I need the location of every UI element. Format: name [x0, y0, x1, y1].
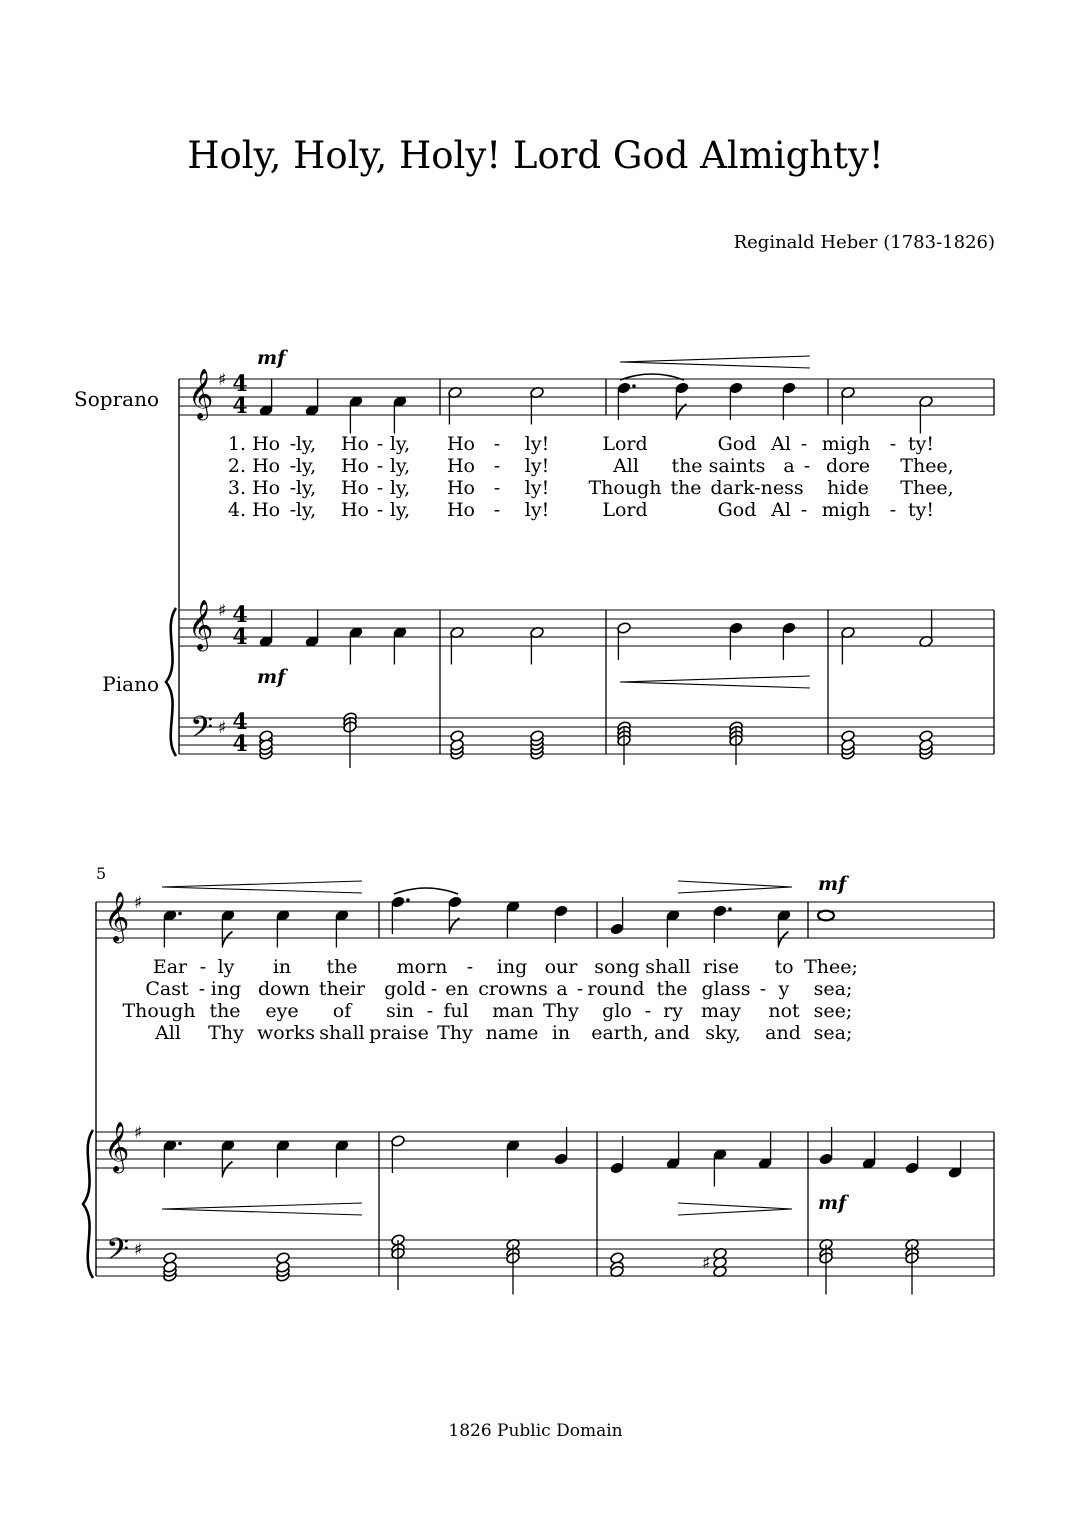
chord-notehead [163, 1252, 178, 1265]
lyric-syllable: down [257, 978, 311, 1000]
lyric-syllable: Ho [340, 477, 370, 499]
verse-1 [228, 433, 934, 455]
crescendo-hairpin [162, 881, 362, 893]
verse-4 [228, 499, 934, 521]
lyric-syllable: ty! [907, 433, 935, 455]
lyric-syllable: ly, [295, 477, 317, 499]
treble-clef: 𝄞 [188, 369, 214, 419]
treble-clef: 𝄞 [104, 892, 130, 942]
time-signatures [232, 371, 247, 757]
quarter-note [335, 1139, 350, 1177]
quarter-note [276, 1139, 291, 1177]
lyric-hyphen: - [759, 978, 767, 1000]
lyric-syllable: ly! [524, 477, 550, 499]
quarter-note [862, 1132, 877, 1170]
lyric-syllable: the [209, 1000, 241, 1022]
augmentation-dot [178, 1142, 182, 1146]
lyric-syllable: y [778, 978, 790, 1000]
lyrics-system-1 [228, 433, 954, 521]
quarter-note [782, 382, 797, 420]
lyric-hyphen: - [289, 477, 297, 499]
song-title: Holy, Holy, Holy! Lord God Almighty! [187, 134, 884, 177]
decrescendo-hairpin [678, 1203, 792, 1215]
dynamic-mf: mf [257, 347, 286, 369]
lyric-syllable: ly, [389, 455, 411, 477]
lyric-syllable: ly, [295, 499, 317, 521]
time-sig-bottom: 4 [232, 624, 248, 650]
verse-3 [123, 1000, 853, 1022]
lyric-hyphen: - [289, 455, 297, 477]
time-sig-top: 4 [232, 602, 248, 628]
lyric-syllable: a [556, 978, 568, 1000]
augmentation-dot [632, 384, 636, 388]
piano-brace [83, 1130, 93, 1278]
lyric-syllable: ly, [295, 433, 317, 455]
tie [394, 888, 458, 894]
bass-clef: 𝄢 [106, 1233, 130, 1274]
lyric-syllable: ing [210, 978, 242, 1000]
half-note [617, 622, 632, 660]
lyric-hyphen: - [800, 433, 808, 455]
composer-credit: Reginald Heber (1783-1826) [733, 232, 995, 253]
dynamic-mf: mf [818, 1192, 847, 1214]
time-sig-bottom: 4 [232, 393, 248, 419]
soprano-label: Soprano [74, 387, 159, 411]
verse-4 [154, 1022, 852, 1044]
lyric-syllable: All [613, 455, 639, 477]
lyric-syllable: man [492, 1000, 534, 1022]
key-signature-sharp: ♯ [134, 1240, 143, 1260]
lyric-syllable: en [445, 978, 469, 1000]
lyric-hyphen: - [376, 433, 384, 455]
bass-clef: 𝄢 [190, 711, 214, 752]
quarter-note [713, 1148, 728, 1186]
lyric-syllable: Thy [543, 1000, 579, 1022]
lyric-hyphen: - [889, 433, 897, 455]
verse-2 [145, 978, 852, 1000]
key-signature-sharp: ♯ [134, 893, 143, 913]
lyric-hyphen: - [289, 433, 297, 455]
lyric-syllable: works [256, 1022, 316, 1044]
lyric-hyphen: - [800, 499, 808, 521]
lyric-syllable: migh [821, 433, 871, 455]
lyric-syllable: shall [319, 1022, 365, 1044]
lyric-syllable: Though [122, 1000, 196, 1022]
lyric-syllable: Al [771, 499, 791, 521]
lyric-syllable: praise [369, 1022, 429, 1044]
lyric-syllable: Ho [340, 433, 370, 455]
quarter-note [610, 1136, 625, 1174]
quarter-note [905, 1136, 920, 1174]
half-note [841, 386, 856, 424]
lyric-syllable: ly, [389, 477, 411, 499]
lyric-syllable: Thee; [804, 956, 858, 978]
half-note [841, 626, 856, 664]
quarter-note [506, 1139, 521, 1177]
lyric-hyphen: - [466, 956, 474, 978]
key-signature-sharp: ♯ [218, 718, 227, 738]
lyric-syllable: ing [496, 956, 528, 978]
verse-2 [228, 455, 954, 477]
decrescendo-hairpin [678, 881, 792, 893]
dynamic-mf: mf [818, 873, 847, 895]
lyric-syllable: Lord [602, 499, 648, 521]
piano-label: Piano [102, 672, 159, 696]
quarter-note [666, 1132, 681, 1170]
lyric-syllable: ly! [524, 455, 550, 477]
whole-note [818, 911, 834, 921]
lyric-hyphen: - [376, 455, 384, 477]
lyric-syllable: ty! [907, 499, 935, 521]
quarter-note [610, 897, 625, 935]
lyric-syllable: song [594, 956, 640, 978]
lyric-syllable: in [551, 1022, 571, 1044]
lyric-syllable: Thy [208, 1022, 244, 1044]
half-note [391, 1135, 406, 1173]
copyright-footer: 1826 Public Domain [448, 1421, 623, 1441]
lyric-syllable: round [587, 978, 645, 1000]
lyric-syllable: the [670, 477, 702, 499]
quarter-note [335, 909, 350, 947]
lyric-syllable: our [544, 956, 578, 978]
treble-clef: 𝄞 [188, 600, 214, 650]
lyric-syllable: sea; [813, 978, 853, 1000]
augmentation-dot [728, 907, 732, 911]
lyric-syllable: Cast [145, 978, 189, 1000]
lyric-syllable: morn [396, 956, 448, 978]
lyric-syllable: migh [821, 499, 871, 521]
lyric-hyphen: - [576, 978, 584, 1000]
lyric-syllable: name [485, 1022, 539, 1044]
crescendo-hairpin [162, 1203, 362, 1215]
chord-notehead [450, 730, 465, 743]
lyric-syllable: Thee, [900, 477, 954, 499]
lyric-syllable: hide [827, 477, 869, 499]
quarter-note [554, 905, 569, 943]
quarter-note [393, 626, 408, 664]
lyric-syllable: crowns [478, 978, 548, 1000]
lyric-syllable: sea; [813, 1022, 853, 1044]
time-sig-top: 4 [232, 371, 248, 397]
lyric-syllable: Al [771, 433, 791, 455]
lyric-syllable: dark-ness [710, 477, 804, 499]
half-note [919, 610, 934, 648]
lyric-syllable: Ho [446, 433, 476, 455]
lyric-hyphen: - [426, 1000, 434, 1022]
quarter-note [305, 610, 320, 648]
key-signature-sharp: ♯ [218, 370, 227, 390]
lyric-syllable: ly [217, 956, 235, 978]
lyric-syllable: Ho [340, 499, 370, 521]
half-note [919, 395, 934, 433]
lyric-syllable: the [326, 956, 358, 978]
lyric-syllable: Though [588, 477, 662, 499]
quarter-note [393, 395, 408, 433]
sharp-accidental: ♯ [702, 1253, 711, 1274]
quarter-note [554, 1127, 569, 1165]
lyric-syllable: their [318, 978, 366, 1000]
lyric-hyphen: - [493, 433, 501, 455]
verse-1 [153, 956, 858, 978]
lyric-hyphen: - [889, 499, 897, 521]
augmentation-dot [178, 912, 182, 916]
lyric-syllable: Thy [437, 1022, 473, 1044]
lyric-syllable: saints [708, 455, 766, 477]
lyric-syllable: a [783, 455, 795, 477]
lyric-syllable: glass [701, 978, 751, 1000]
quarter-note [305, 379, 320, 417]
lyric-syllable: rise [702, 956, 740, 978]
lyric-syllable: and [765, 1022, 801, 1044]
lyric-syllable: ly! [524, 499, 550, 521]
lyric-syllable: All [155, 1022, 181, 1044]
lyric-syllable: God [717, 499, 757, 521]
lyric-syllable: 1. Ho [227, 433, 281, 455]
lyric-hyphen: - [199, 956, 207, 978]
quarter-note [948, 1141, 963, 1179]
lyric-hyphen: - [803, 455, 811, 477]
crescendo-hairpin [620, 676, 810, 688]
lyric-syllable: Thee, [900, 455, 954, 477]
chord-notehead [276, 1252, 291, 1265]
quarter-note [349, 395, 364, 433]
lyric-syllable: glo [602, 1000, 632, 1022]
lyric-hyphen: - [493, 477, 501, 499]
quarter-note [782, 622, 797, 660]
measure-number: 5 [96, 864, 107, 883]
lyric-syllable: ful [443, 1000, 469, 1022]
quarter-note [506, 900, 521, 938]
time-sig-top: 4 [232, 709, 248, 735]
lyric-syllable: may [700, 1000, 742, 1022]
quarter-note [163, 1139, 178, 1177]
lyric-hyphen: - [289, 499, 297, 521]
half-note [450, 626, 465, 664]
lyric-syllable: 4. Ho [227, 499, 281, 521]
chord-notehead [919, 730, 934, 743]
lyric-hyphen: - [430, 978, 438, 1000]
lyric-syllable: in [272, 956, 292, 978]
lyric-hyphen: - [644, 1000, 652, 1022]
quarter-note [758, 1132, 773, 1170]
time-sig-bottom: 4 [232, 731, 248, 757]
lyric-syllable: Lord [602, 433, 648, 455]
quarter-note [819, 1127, 834, 1165]
lyric-syllable: ly, [295, 455, 317, 477]
quarter-note [163, 909, 178, 947]
lyric-syllable: eye [265, 1000, 299, 1022]
lyric-syllable: to [774, 956, 794, 978]
quarter-note [729, 382, 744, 420]
lyric-hyphen: - [493, 499, 501, 521]
lyric-syllable: Ear [152, 956, 188, 978]
crescendo-hairpin [620, 356, 810, 368]
lyric-syllable: Ho [446, 477, 476, 499]
lyric-syllable: sky, [705, 1022, 741, 1044]
lyric-syllable: ly! [524, 433, 550, 455]
lyric-hyphen: - [493, 455, 501, 477]
lyric-syllable: shall [645, 956, 691, 978]
lyric-syllable: God [717, 433, 757, 455]
lyric-syllable: gold [384, 978, 426, 1000]
treble-clef: 𝄞 [104, 1122, 130, 1172]
lyric-syllable: ly, [389, 433, 411, 455]
lyric-syllable: of [332, 1000, 352, 1022]
quarter-note [666, 909, 681, 947]
lyric-syllable: earth, [591, 1022, 649, 1044]
lyric-hyphen: - [376, 477, 384, 499]
half-note [530, 626, 545, 664]
lyric-syllable: 2. Ho [227, 455, 281, 477]
chord-notehead [841, 730, 856, 743]
lyric-hyphen: - [376, 499, 384, 521]
quarter-note [349, 626, 364, 664]
piano-brace [166, 608, 176, 756]
quarter-note [259, 610, 274, 648]
lyric-syllable: the [671, 455, 703, 477]
quarter-note [276, 909, 291, 947]
key-signature-sharp: ♯ [134, 1123, 143, 1143]
quarter-note [729, 622, 744, 660]
lyric-syllable: Ho [446, 499, 476, 521]
half-note [530, 386, 545, 424]
lyric-syllable: dore [826, 455, 870, 477]
dynamic-mf: mf [257, 666, 286, 688]
lyric-syllable: the [656, 978, 688, 1000]
half-note [448, 386, 463, 424]
key-signature-sharp: ♯ [218, 601, 227, 621]
quarter-note [391, 896, 406, 934]
verse-3 [228, 477, 954, 499]
lyric-syllable: see; [813, 1000, 853, 1022]
quarter-note [259, 379, 274, 417]
lyric-syllable: Ho [340, 455, 370, 477]
lyric-syllable: 3. Ho [227, 477, 281, 499]
lyric-syllable: not [768, 1000, 800, 1022]
lyric-syllable: sin [385, 1000, 415, 1022]
augmentation-dot [406, 898, 410, 902]
lyric-syllable: Ho [446, 455, 476, 477]
lyric-syllable: and [654, 1022, 690, 1044]
quarter-note [713, 905, 728, 943]
quarter-note [617, 382, 632, 420]
lyric-syllable: ly, [389, 499, 411, 521]
lyrics-system-2 [123, 956, 858, 1044]
lyric-syllable: ry [663, 1000, 683, 1022]
lyric-hyphen: - [198, 978, 206, 1000]
